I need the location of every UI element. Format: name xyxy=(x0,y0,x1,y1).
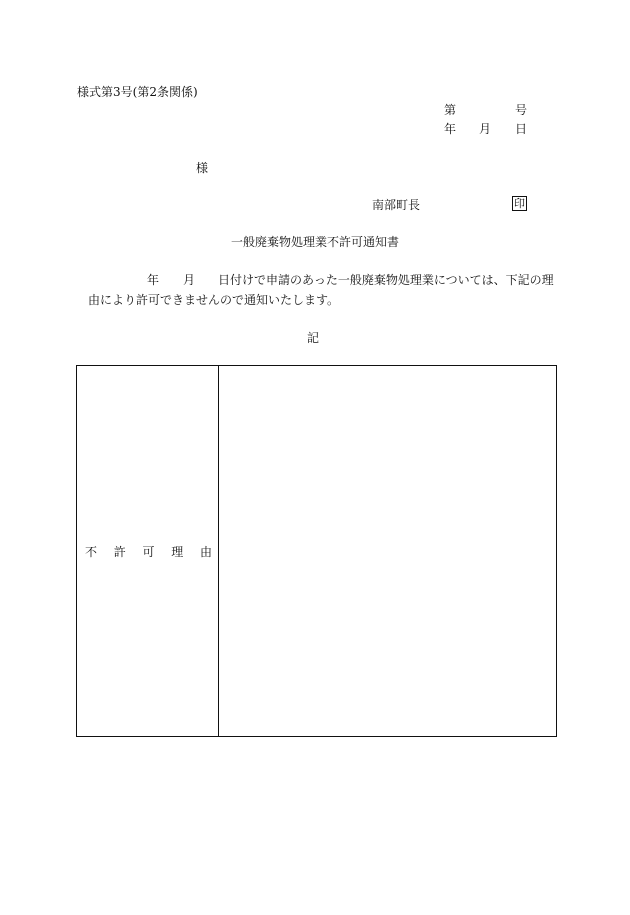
date-day-label: 日 xyxy=(515,122,528,136)
reason-table xyxy=(76,365,557,737)
document-number-go: 号 xyxy=(515,103,528,117)
reason-label-char: 理 xyxy=(171,544,184,559)
body-text-line1: 日付けで申請のあった一般廃棄物処理業については、下記の理 xyxy=(218,273,554,287)
ki-heading: 記 xyxy=(307,331,320,345)
date-year-label: 年 xyxy=(444,122,457,136)
date-month-label: 月 xyxy=(479,122,492,136)
body-text-line2: 由により許可できませんので通知いたします。 xyxy=(88,293,340,307)
seal-mark: 印 xyxy=(514,197,525,210)
reason-label-char: 不 xyxy=(85,544,98,559)
document-title: 一般廃棄物処理業不許可通知書 xyxy=(231,235,400,249)
issuer-name: 南部町長 xyxy=(372,198,421,212)
body-month-label: 月 xyxy=(183,273,196,287)
reason-label-char: 由 xyxy=(199,544,212,559)
recipient-honorific: 様 xyxy=(196,161,209,175)
form-number: 様式第3号(第2条関係) xyxy=(77,85,198,99)
reason-label-char: 可 xyxy=(142,544,155,559)
reason-label xyxy=(77,366,218,736)
reason-content-area xyxy=(219,366,556,736)
body-year-label: 年 xyxy=(147,273,160,287)
document-number-dai: 第 xyxy=(444,103,457,117)
reason-label-char: 許 xyxy=(113,544,126,559)
